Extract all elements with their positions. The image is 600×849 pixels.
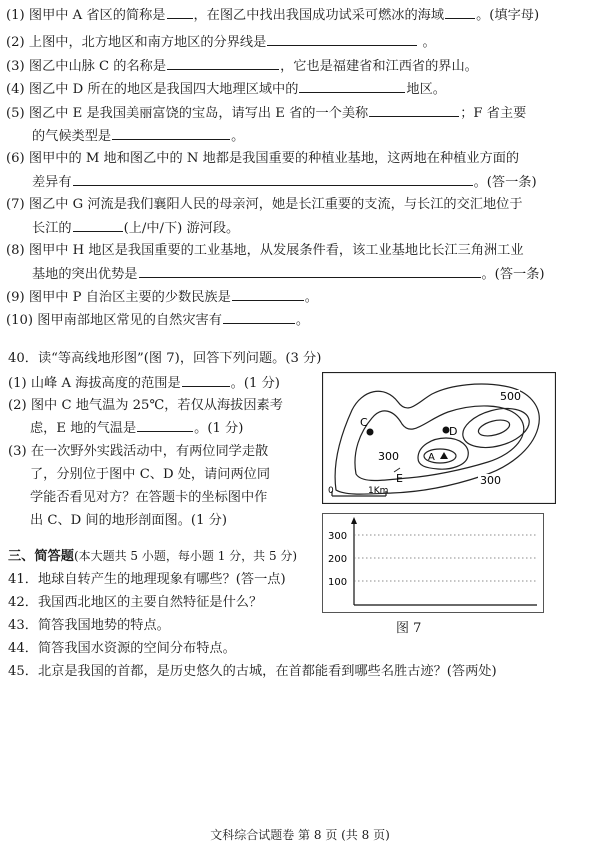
q43: 43．简答我国地势的特点。: [8, 618, 170, 633]
answer-blank[interactable]: [137, 419, 193, 432]
answer-blank[interactable]: [299, 80, 405, 93]
answer-blank[interactable]: [445, 6, 475, 19]
answer-blank[interactable]: [369, 104, 459, 117]
answer-blank[interactable]: [267, 33, 417, 46]
answer-blank[interactable]: [167, 57, 279, 70]
tick-label: 100: [328, 577, 348, 588]
point-c: [367, 429, 374, 436]
answer-blank[interactable]: [112, 127, 230, 140]
tick-label: 300: [328, 531, 348, 542]
q40-2-cont: 虑，E 地的气温是 。(1 分): [30, 421, 244, 436]
contour-label-500: 500: [500, 390, 521, 403]
label-e: E: [396, 472, 403, 485]
profile-grid[interactable]: [322, 513, 544, 613]
q39-10: (10) 图甲南部地区常见的自然灾害有 。: [6, 313, 310, 328]
label-d: D: [449, 425, 458, 438]
q40-2: (2) 图中 C 地气温为 25℃，若仅从海拔因素考: [8, 398, 283, 413]
tick-label: 200: [328, 554, 348, 565]
figure-caption: 图 7: [396, 621, 422, 636]
label-c: C: [360, 416, 368, 429]
q39-3: (3) 图乙中山脉 C 的名称是 ，它也是福建省和江西省的界山。: [6, 59, 478, 74]
answer-blank[interactable]: [232, 288, 304, 301]
q39-5-cont: 的气候类型是 。: [32, 129, 245, 144]
q45: 45．北京是我国的首都，是历史悠久的古城，在首都能看到哪些名胜古迹？(答两处): [8, 664, 497, 679]
q39-2: (2) 上图中，北方地区和南方地区的分界线是 。: [6, 35, 436, 50]
q39-8-cont: 基地的突出优势是 。(答一条): [32, 267, 545, 282]
answer-blank[interactable]: [167, 6, 193, 19]
q44: 44．简答我国水资源的空间分布特点。: [8, 641, 236, 656]
q39-4: (4) 图乙中 D 所在的地区是我国四大地理区域中的 地区。: [6, 82, 446, 97]
q40-title: 40．读“等高线地形图”(图 7)，回答下列问题。(3 分): [8, 351, 322, 366]
q39-7: (7) 图乙中 G 河流是我们襄阳人民的母亲河，她是长江重要的支流，与长江的交汇地位于: [6, 197, 523, 212]
scale-label-0: 0: [328, 486, 334, 496]
q39-1: (1) 图甲中 A 省区的简称是 ，在图乙中找出我国成功试采可燃冰的海域 。(填字母): [6, 8, 540, 23]
q40-3-l4: 出 C、D 间的地形剖面图。(1 分): [30, 513, 227, 528]
label-a: A: [428, 452, 435, 463]
q40-1: (1) 山峰 A 海拔高度的范围是 。(1 分): [8, 376, 280, 391]
answer-blank[interactable]: [73, 219, 123, 232]
q40-3: (3) 在一次野外实践活动中，有两位同学走散: [8, 444, 269, 459]
contour-map: [322, 372, 556, 504]
q39-8: (8) 图甲中 H 地区是我国重要的工业基地，从发展条件看，该工业基地比长江三角洲工业: [6, 243, 524, 258]
scale-label-1km: 1Km: [368, 486, 389, 496]
q40-3-l3: 学能否看见对方？在答题卡的坐标图中作: [30, 490, 268, 505]
answer-blank[interactable]: [223, 311, 295, 324]
q39-5: (5) 图乙中 E 是我国美丽富饶的宝岛，请写出 E 省的一个美称 ；F 省主要: [6, 106, 527, 121]
q42: 42．我国西北地区的主要自然特征是什么？: [8, 595, 263, 610]
page-footer: 文科综合试题卷 第 8 页 (共 8 页): [210, 828, 390, 842]
profile-frame: [323, 514, 544, 613]
answer-blank[interactable]: [73, 173, 473, 186]
q39-9: (9) 图甲中 P 自治区主要的少数民族是 。: [6, 290, 318, 305]
q39-6-cont: 差异有 。(答一条): [32, 175, 537, 190]
contour-label-300: 300: [378, 450, 399, 463]
q40-3-l2: 了，分别位于图中 C、D 处，请问两位同: [30, 467, 271, 482]
contour-label-300: 300: [480, 474, 501, 487]
q39-7-cont: 长江的 (上/中/下) 游河段。: [32, 221, 240, 236]
q39-6: (6) 图甲中的 M 地和图乙中的 N 地都是我国重要的种植业基地，这两地在种植业方面的: [6, 151, 520, 166]
answer-blank[interactable]: [182, 374, 230, 387]
answer-blank[interactable]: [139, 265, 481, 278]
section3-header: 三、简答题(本大题共 5 小题，每小题 1 分，共 5 分): [8, 549, 298, 564]
q41: 41．地球自转产生的地理现象有哪些？(答一点): [8, 572, 286, 587]
